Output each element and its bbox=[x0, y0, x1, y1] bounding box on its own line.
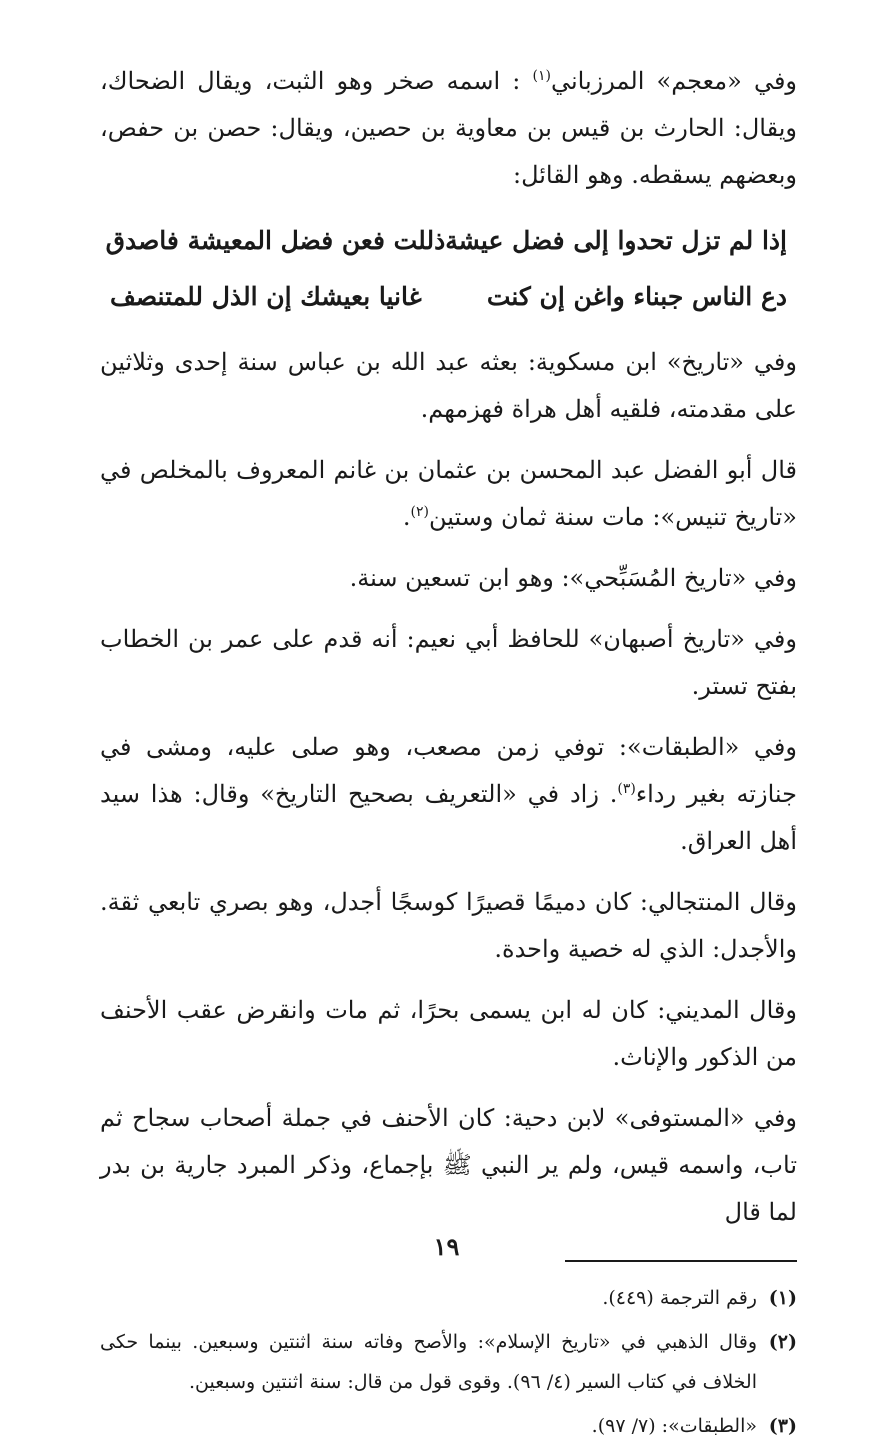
footnote-3 bbox=[100, 1406, 797, 1446]
footnote-ref-1[interactable]: (١) bbox=[532, 68, 551, 84]
poem bbox=[100, 213, 797, 325]
footnote-2-text: وقال الذهبي في «تاريخ الإسلام»: والأصح وفاته سنة اثنتين وسبعين. بينما حكى الخلاف في كتاب السير (٤/ ٩٦). وقوى قول من قال: سنة اثنتين وسبعين. bbox=[100, 1331, 757, 1393]
paragraph-1: وفي «معجم» المرزباني$^{(١)}$ : اسمه صخر وهو الثبت، ويقال الضحاك، ويقال: الحارث بن قيس بن معاوية بن حصين، ويقال: حصن بن حفص، وبعضهم يسقطه. وهو القائل: bbox=[100, 67, 798, 189]
footnote-2-number: (٢) bbox=[768, 1331, 797, 1353]
paragraph-2: وفي «تاريخ» ابن مسكوية: بعثه عبد الله بن عباس سنة إحدى وثلاثين على مقدمته، فلقيه أهل هراة فهزمهم. bbox=[100, 348, 797, 423]
paragraph-4: وفي «تاريخ المُسَبِّحي»: وهو ابن تسعين سنة. bbox=[349, 564, 797, 592]
page-number: ١٩ bbox=[433, 1232, 460, 1261]
verse-1 bbox=[100, 213, 797, 269]
footnote-2 bbox=[100, 1322, 797, 1402]
footnote-3-text: «الطبقات»: (٧/ ٩٧). bbox=[591, 1415, 757, 1437]
verse-1-first-hemistich: إذا لم تزل تحدوا إلى فضل عيشة bbox=[445, 226, 787, 255]
footnote-3-number: (٣) bbox=[768, 1415, 797, 1437]
verse-2-second-hemistich: غانيا بعيشك إن الذل للمتنصف bbox=[110, 282, 422, 311]
verse-2 bbox=[100, 269, 797, 325]
footnote-ref-3[interactable]: (٣) bbox=[617, 781, 636, 797]
footnote-1-number: (١) bbox=[768, 1287, 797, 1309]
paragraph-7: وقال المنتجالي: كان دميمًا قصيرًا كوسجًا أجدل، وهو بصري تابعي ثقة. والأجدل: الذي له خصية واحدة. bbox=[100, 888, 797, 963]
paragraph-9: وفي «المستوفى» لابن دحية: كان الأحنف في جملة أصحاب سجاح ثم تاب، واسمه قيس، ولم ير النبي ﷺ بإجماع، وذكر المبرد جارية بن بدر لما قال bbox=[100, 1104, 797, 1226]
verse-2-first-hemistich: دع الناس جبناء واغن إن كنت bbox=[486, 282, 787, 311]
verse-1-second-hemistich: ذللت فعن فضل المعيشة فاصدق bbox=[105, 226, 446, 255]
footnote-1 bbox=[100, 1278, 797, 1318]
footnote-ref-2[interactable]: (٢) bbox=[410, 504, 429, 520]
paragraph-5: وفي «تاريخ أصبهان» للحافظ أبي نعيم: أنه قدم على عمر بن الخطاب بفتح تستر. bbox=[100, 625, 797, 700]
paragraph-6: وفي «الطبقات»: توفي زمن مصعب، وهو صلى عليه، ومشى في جنازته بغير رداء$^{(٣)}$. زاد في «التعريف بصحيح التاريخ» وقال: هذا سيد أهل العراق. bbox=[100, 733, 797, 855]
footnote-1-text: رقم الترجمة (٤٤٩). bbox=[602, 1287, 757, 1309]
paragraph-3: قال أبو الفضل عبد المحسن بن عثمان بن غانم المعروف بالمخلص في «تاريخ تنيس»: مات سنة ثمان وستين$^{(٢)}$. bbox=[100, 456, 797, 531]
paragraph-8: وقال المديني: كان له ابن يسمى بحرًا، ثم مات وانقرض عقب الأحنف من الذكور والإناث. bbox=[100, 996, 797, 1071]
